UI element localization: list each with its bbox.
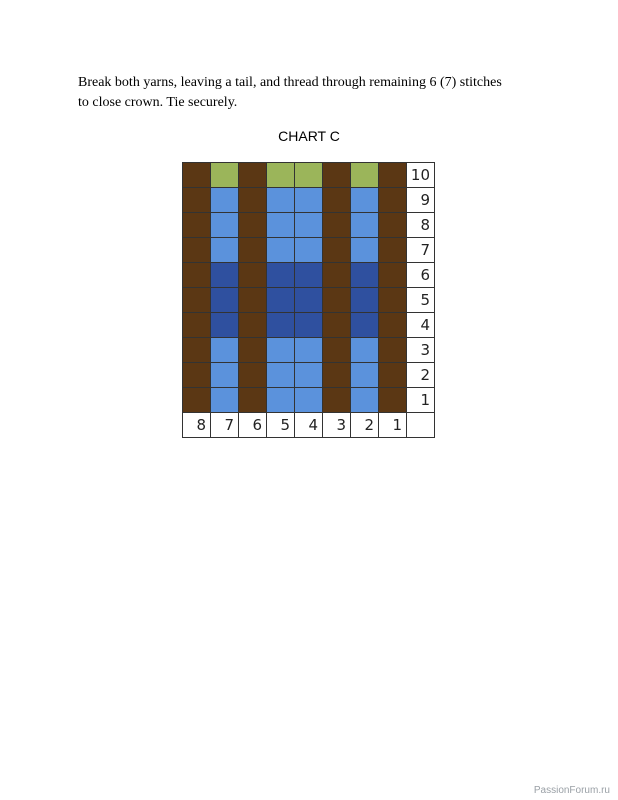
corner-cell	[407, 413, 435, 438]
chart-cell	[267, 188, 295, 213]
column-number: 5	[267, 413, 295, 438]
chart-cell	[323, 313, 351, 338]
chart-cell	[295, 263, 323, 288]
chart-cell	[267, 163, 295, 188]
chart-cell	[379, 363, 407, 388]
chart-cell	[239, 238, 267, 263]
chart-cell	[351, 388, 379, 413]
chart-cell	[267, 213, 295, 238]
chart-cell	[379, 263, 407, 288]
chart-cell	[351, 188, 379, 213]
chart-cell	[295, 288, 323, 313]
chart-cell	[211, 213, 239, 238]
chart-cell	[183, 288, 211, 313]
chart-cell	[183, 163, 211, 188]
chart-cell	[295, 213, 323, 238]
row-number: 2	[407, 363, 435, 388]
column-number: 3	[323, 413, 351, 438]
chart-cell	[267, 388, 295, 413]
chart-cell	[267, 313, 295, 338]
chart-cell	[323, 263, 351, 288]
chart-cell	[323, 288, 351, 313]
chart-cell	[267, 288, 295, 313]
row-number: 3	[407, 338, 435, 363]
chart-cell	[379, 213, 407, 238]
chart-cell	[239, 163, 267, 188]
column-number: 2	[351, 413, 379, 438]
chart-cell	[239, 363, 267, 388]
chart-cell	[295, 163, 323, 188]
row-number: 6	[407, 263, 435, 288]
chart-cell	[323, 388, 351, 413]
chart-cell	[239, 213, 267, 238]
row-number: 7	[407, 238, 435, 263]
chart-cell	[295, 313, 323, 338]
chart-cell	[211, 263, 239, 288]
chart-title: CHART C	[278, 128, 340, 144]
watermark: PassionForum.ru	[533, 785, 610, 796]
chart-cell	[183, 263, 211, 288]
chart-cell	[211, 238, 239, 263]
chart-cell	[323, 188, 351, 213]
chart-cell	[183, 213, 211, 238]
chart-cell	[351, 288, 379, 313]
column-number: 1	[379, 413, 407, 438]
chart-cell	[351, 363, 379, 388]
chart-cell	[239, 263, 267, 288]
chart-cell	[267, 363, 295, 388]
chart-cell	[295, 388, 323, 413]
chart-cell	[211, 363, 239, 388]
chart-cell	[239, 188, 267, 213]
chart-cell	[379, 388, 407, 413]
instructions-line-2: to close crown. Tie securely.	[78, 95, 238, 110]
chart-cell	[295, 188, 323, 213]
chart-cell	[183, 313, 211, 338]
row-number: 5	[407, 288, 435, 313]
knitting-chart-grid	[182, 162, 435, 438]
row-number: 10	[407, 163, 435, 188]
chart-cell	[295, 363, 323, 388]
chart-cell	[323, 363, 351, 388]
chart-cell	[379, 238, 407, 263]
chart-cell	[211, 163, 239, 188]
chart-cell	[239, 388, 267, 413]
chart-cell	[211, 288, 239, 313]
row-number: 8	[407, 213, 435, 238]
chart-cell	[379, 313, 407, 338]
row-number: 4	[407, 313, 435, 338]
chart-cell	[267, 263, 295, 288]
row-number: 9	[407, 188, 435, 213]
column-number: 7	[211, 413, 239, 438]
chart-cell	[379, 163, 407, 188]
chart-cell	[379, 188, 407, 213]
row-number: 1	[407, 388, 435, 413]
chart-cell	[351, 313, 379, 338]
chart-cell	[379, 338, 407, 363]
instructions-paragraph	[78, 73, 558, 113]
column-number: 4	[295, 413, 323, 438]
column-number: 8	[183, 413, 211, 438]
chart-cell	[323, 163, 351, 188]
chart-cell	[183, 338, 211, 363]
chart-cell	[211, 313, 239, 338]
chart-cell	[183, 188, 211, 213]
instructions-line-1: Break both yarns, leaving a tail, and thread through remaining 6 (7) stitches	[78, 75, 502, 90]
chart-cell	[267, 238, 295, 263]
chart-cell	[351, 338, 379, 363]
chart-cell	[183, 238, 211, 263]
chart-cell	[323, 338, 351, 363]
chart-cell	[295, 338, 323, 363]
chart-cell	[379, 288, 407, 313]
chart-cell	[211, 388, 239, 413]
chart-cell	[351, 263, 379, 288]
chart-cell	[351, 213, 379, 238]
chart-cell	[351, 163, 379, 188]
chart-cell	[211, 338, 239, 363]
chart-cell	[183, 363, 211, 388]
chart-cell	[267, 338, 295, 363]
chart-cell	[323, 213, 351, 238]
chart-cell	[183, 388, 211, 413]
chart-cell	[239, 338, 267, 363]
chart-cell	[211, 188, 239, 213]
chart-cell	[295, 238, 323, 263]
chart-cell	[351, 238, 379, 263]
column-number: 6	[239, 413, 267, 438]
chart-cell	[239, 288, 267, 313]
chart-cell	[323, 238, 351, 263]
chart-cell	[239, 313, 267, 338]
